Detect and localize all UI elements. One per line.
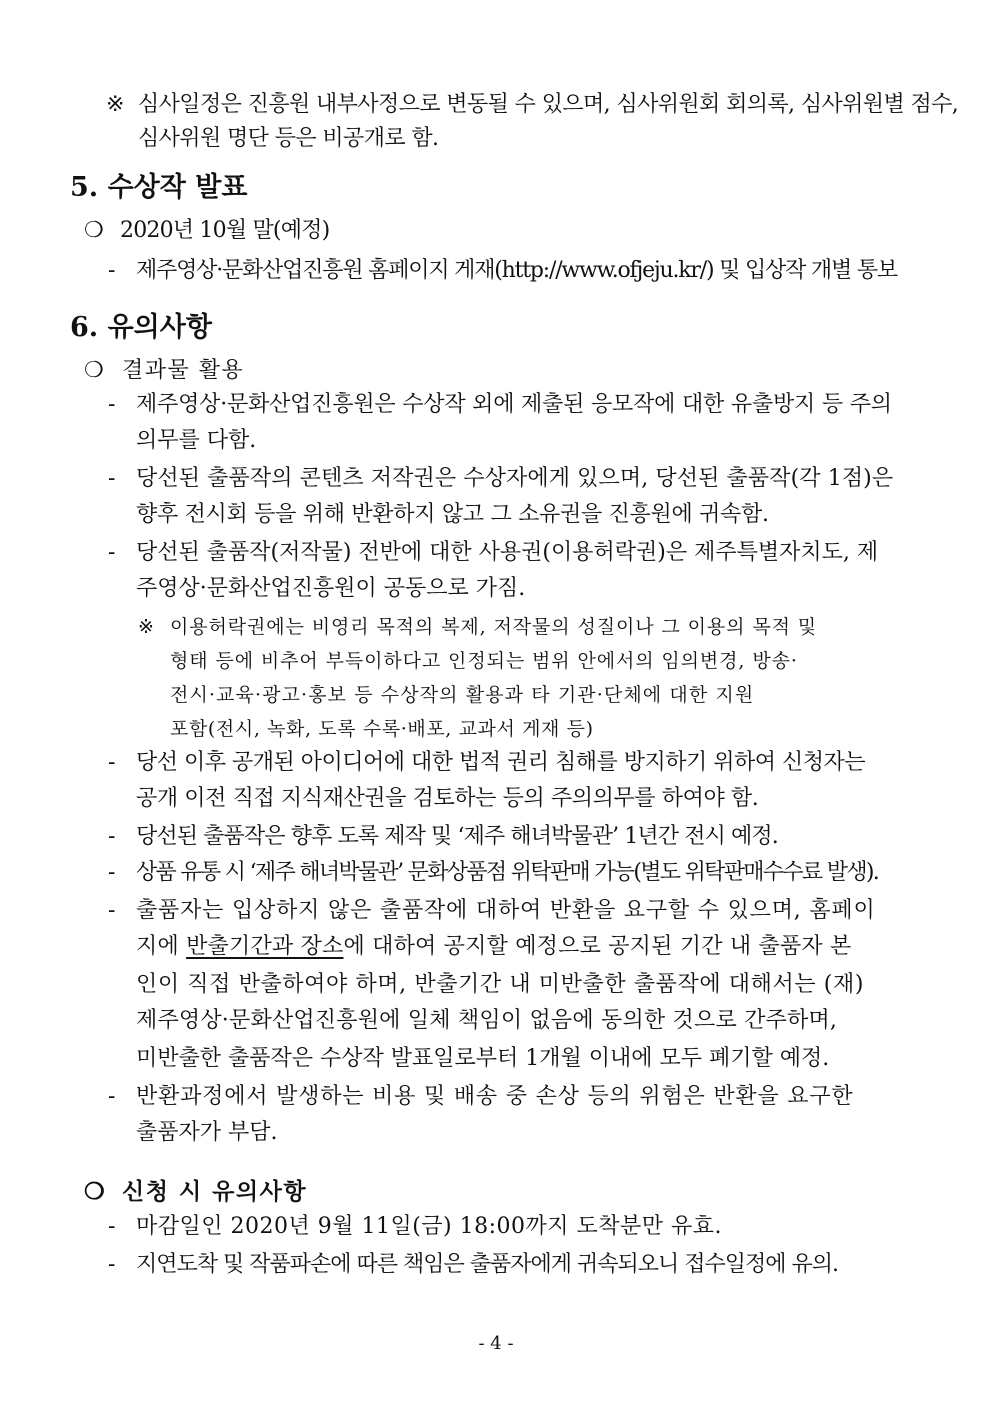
note-line: 포함(전시, 녹화, 도록 수록·배포, 교과서 게재 등) [170, 718, 594, 740]
dash-marker: - [108, 258, 116, 283]
list-item: 제주영상·문화산업진흥원 홈페이지 게재(http://www.ofjeju.kr/) 및 입상작 개별 통보 [136, 258, 897, 283]
dash-marker: - [108, 1214, 116, 1239]
list-item-cont: 의무를 다함. [136, 428, 257, 453]
dash-marker: - [108, 860, 116, 885]
section-heading: 5. 수상작 발표 [70, 172, 248, 203]
dash-marker: - [108, 824, 116, 849]
list-item: 당선된 출품작은 향후 도록 제작 및 ‘제주 해녀박물관’ 1년간 전시 예정. [136, 824, 778, 849]
text-segment: 지에 [136, 934, 187, 959]
note-line: 전시·교육·광고·홍보 등 수상작의 활용과 타 기관·단체에 대한 지원 [170, 684, 755, 706]
dash-marker: - [108, 1252, 116, 1277]
subheading: 신청 시 유의사항 [122, 1178, 308, 1205]
note-line: 형태 등에 비추어 부득이하다고 인정되는 범위 안에서의 임의변경, 방송· [170, 650, 798, 672]
section-heading: 6. 유의사항 [70, 312, 212, 343]
note-line: 이용허락권에는 비영리 목적의 복제, 저작물의 성질이나 그 이용의 목적 및 [170, 616, 818, 638]
dash-marker: - [108, 392, 116, 417]
dash-marker: - [108, 898, 116, 923]
list-item-cont: 주영상·문화산업진흥원이 공동으로 가짐. [136, 576, 526, 601]
list-item: 마감일인 2020년 9월 11일(금) 18:00까지 도착분만 유효. [136, 1214, 723, 1239]
subheading-marker: ❍ [84, 1178, 105, 1205]
dash-marker: - [108, 540, 116, 565]
list-item: 제주영상·문화산업진흥원은 수상작 외에 제출된 응모작에 대한 유출방지 등 주의 [136, 392, 892, 417]
list-item-cont: 미반출한 출품작은 수상작 발표일로부터 1개월 이내에 모두 폐기할 예정. [136, 1046, 830, 1071]
list-item-cont: 공개 이전 직접 지식재산권을 검토하는 등의 주의의무를 하여야 함. [136, 786, 759, 811]
note-marker: ※ [138, 616, 154, 638]
list-item: 당선된 출품작(저작물) 전반에 대한 사용권(이용허락권)은 제주특별자치도, 제 [136, 540, 879, 565]
list-item-cont: 향후 전시회 등을 위해 반환하지 않고 그 소유권을 진흥원에 귀속함. [136, 502, 769, 527]
underlined-text: 반출기간과 장소 [186, 934, 344, 959]
list-item: 당선 이후 공개된 아이디어에 대한 법적 권리 침해를 방지하기 위하여 신청자는 [136, 750, 865, 775]
list-item-cont [136, 932, 852, 962]
dash-marker: - [108, 466, 116, 491]
list-item-cont: 인이 직접 반출하여야 하며, 반출기간 내 미반출한 출품작에 대해서는 (재) [136, 972, 865, 997]
bullet-marker: ❍ [84, 358, 104, 383]
list-item: 상품 유통 시 ‘제주 해녀박물관’ 문화상품점 위탁판매 가능(별도 위탁판매수수료 발생). [136, 860, 879, 885]
note-marker: ※ [106, 92, 125, 117]
list-item: 지연도착 및 작품파손에 따른 책임은 출품자에게 귀속되오니 접수일정에 유의. [136, 1252, 839, 1277]
list-item-cont: 제주영상·문화산업진흥원에 일체 책임이 없음에 동의한 것으로 간주하며, [136, 1008, 838, 1033]
text-segment: 에 대하여 공지할 예정으로 공지된 기간 내 출품자 본 [343, 934, 852, 959]
list-item: 반환과정에서 발생하는 비용 및 배송 중 손상 등의 위험은 반환을 요구한 [136, 1084, 854, 1109]
bullet-text: 2020년 10월 말(예정) [120, 218, 330, 243]
page-number: - 4 - [478, 1333, 514, 1354]
list-item: 당선된 출품작의 콘텐츠 저작권은 수상자에게 있으며, 당선된 출품작(각 1점)은 [136, 466, 894, 491]
note-line: 심사일정은 진흥원 내부사정으로 변동될 수 있으며, 심사위원회 회의록, 심사위원별 점수, [138, 92, 959, 117]
dash-marker: - [108, 1084, 116, 1109]
bullet-marker: ❍ [84, 218, 104, 243]
list-item: 출품자는 입상하지 않은 출품작에 대하여 반환을 요구할 수 있으며, 홈페이 [136, 898, 876, 923]
bullet-text: 결과물 활용 [122, 358, 245, 383]
dash-marker: - [108, 750, 116, 775]
note-line: 심사위원 명단 등은 비공개로 함. [138, 126, 439, 151]
list-item-cont: 출품자가 부담. [136, 1120, 278, 1145]
